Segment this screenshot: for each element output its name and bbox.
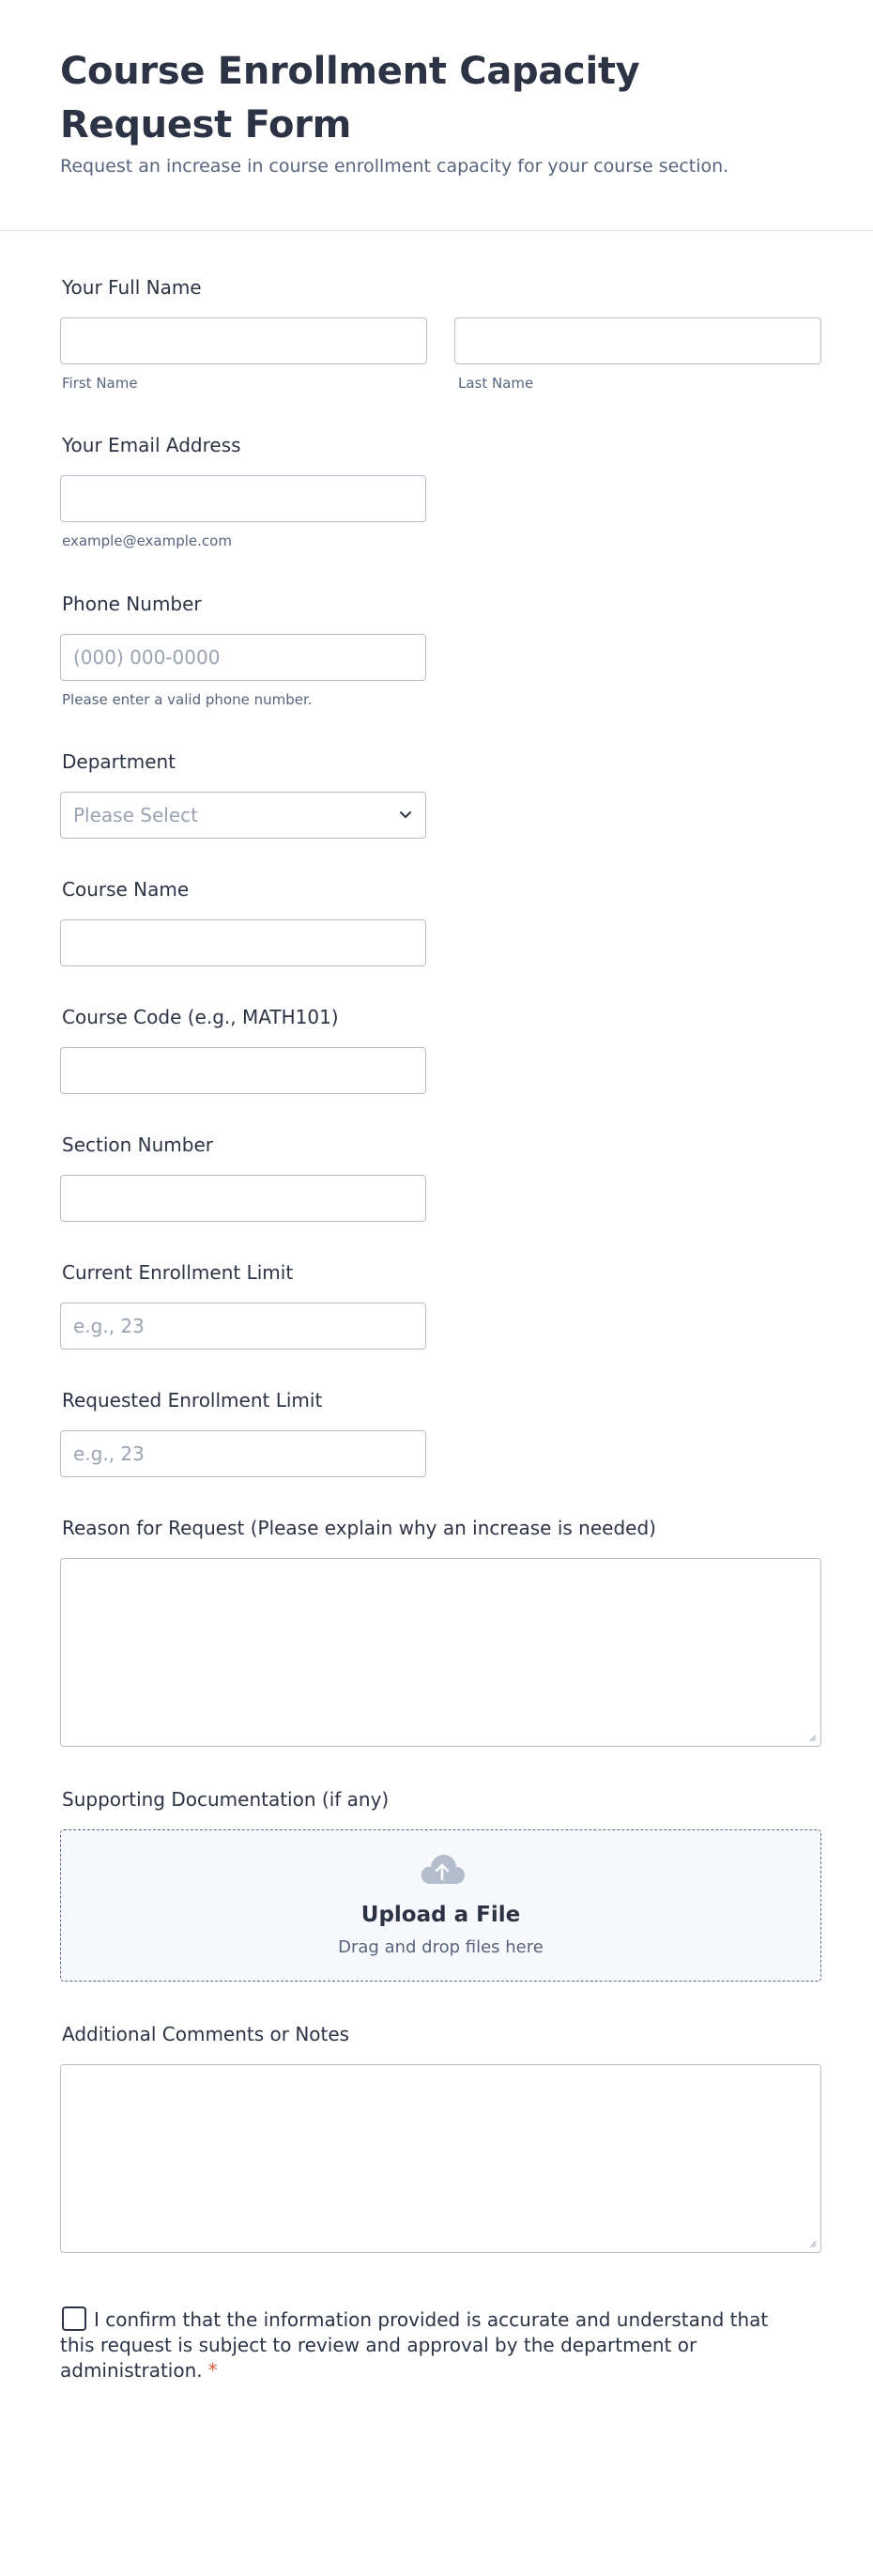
course-name-input[interactable] (60, 919, 426, 966)
phone-label: Phone Number (62, 593, 202, 615)
phone-input[interactable] (60, 634, 426, 681)
confirm-checkbox[interactable] (62, 2306, 86, 2331)
comments-label: Additional Comments or Notes (62, 2023, 350, 2045)
email-input[interactable] (60, 475, 426, 522)
comments-textarea[interactable] (60, 2064, 821, 2253)
requested-limit-placeholder: e.g., 23 (73, 1442, 145, 1465)
page-title: Course Enrollment Capacity Request Form (60, 50, 640, 147)
page-subtitle: Request an increase in course enrollment capacity for your course section. (60, 156, 729, 177)
full-name-label: Your Full Name (62, 276, 202, 299)
phone-placeholder: (000) 000-0000 (73, 646, 221, 669)
course-code-label: Course Code (e.g., MATH101) (62, 1006, 339, 1028)
course-name-label: Course Name (62, 878, 190, 901)
required-mark: * (207, 2359, 218, 2382)
file-upload-dropzone[interactable] (60, 1829, 821, 1982)
department-selected: Please Select (73, 804, 198, 826)
email-sublabel: example@example.com (62, 532, 232, 549)
resize-grip-icon[interactable] (807, 2239, 817, 2248)
resize-grip-icon[interactable] (807, 1733, 817, 1742)
department-label: Department (62, 750, 176, 773)
phone-sublabel: Please enter a valid phone number. (62, 691, 313, 708)
department-select[interactable] (60, 792, 426, 839)
confirm-text: I confirm that the information provided is accurate and understand that this request is subject to review and approval by the department or administration. (60, 2308, 769, 2382)
current-limit-placeholder: e.g., 23 (73, 1315, 145, 1337)
documentation-label: Supporting Documentation (if any) (62, 1788, 390, 1811)
requested-limit-label: Requested Enrollment Limit (62, 1389, 323, 1411)
last-name-sublabel: Last Name (458, 375, 534, 392)
cloud-upload-icon (419, 1853, 466, 1887)
course-code-input[interactable] (60, 1047, 426, 1094)
upload-hint: Drag and drop files here (338, 1937, 544, 1957)
upload-title: Upload a File (360, 1903, 521, 1927)
current-limit-input[interactable] (60, 1303, 426, 1350)
requested-limit-input[interactable] (60, 1430, 426, 1477)
current-limit-label: Current Enrollment Limit (62, 1261, 294, 1284)
first-name-sublabel: First Name (62, 375, 138, 392)
reason-label: Reason for Request (Please explain why an increase is needed) (62, 1517, 656, 1539)
confirm-statement (60, 2306, 773, 2383)
section-number-input[interactable] (60, 1175, 426, 1222)
chevron-down-icon (397, 806, 414, 823)
first-name-input[interactable] (60, 317, 427, 364)
last-name-input[interactable] (454, 317, 821, 364)
form-header (0, 0, 873, 231)
section-number-label: Section Number (62, 1134, 214, 1156)
reason-textarea[interactable] (60, 1558, 821, 1747)
email-label: Your Email Address (62, 434, 241, 456)
